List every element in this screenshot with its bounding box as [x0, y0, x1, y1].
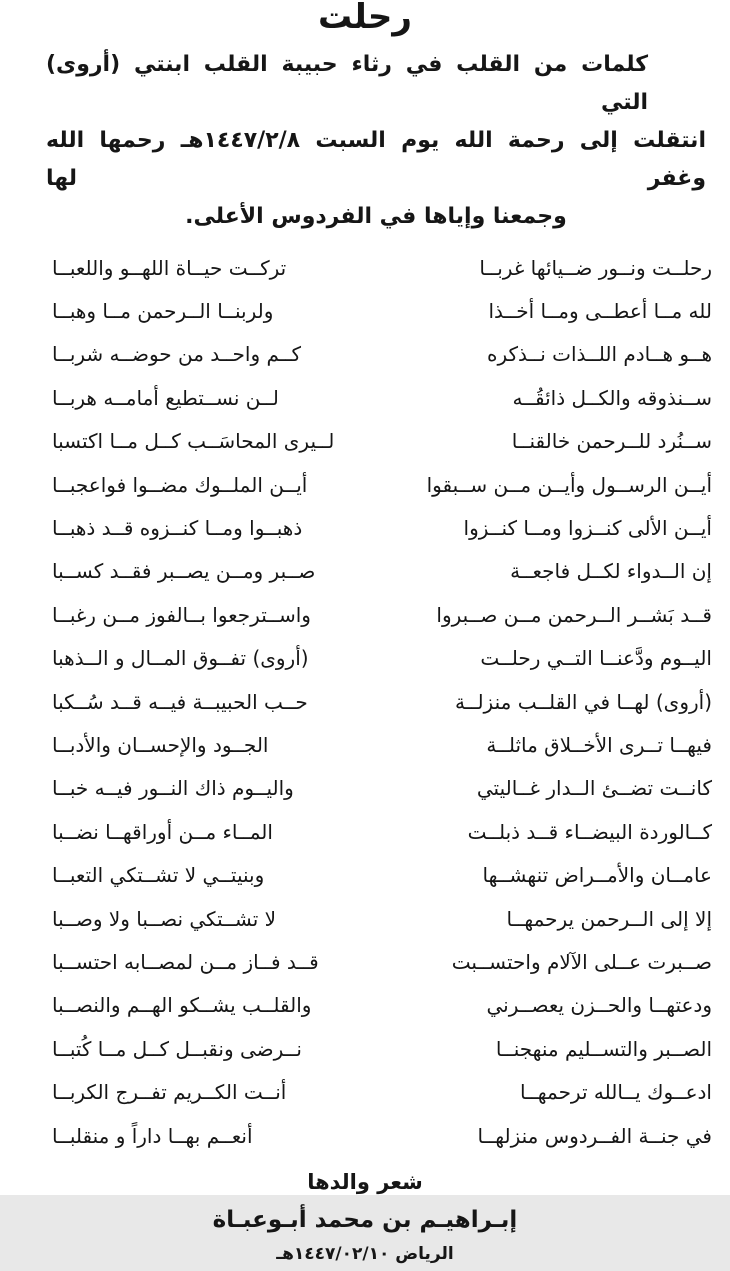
first-hemistich: كانــت تضــئ الــدار غــاليتي [476, 776, 712, 801]
first-hemistich: إن الــدواء لكــل فاجعــة [510, 559, 712, 584]
first-hemistich: الصــبر والتســليم منهجنــا [495, 1036, 712, 1061]
second-hemistich: أنــت الكــريم تفــرج الكربــا [52, 1080, 287, 1105]
verse-row [52, 767, 712, 810]
intro-paragraph [0, 38, 730, 236]
first-hemistich: أيــن الرســول وأيــن مــن ســبقوا [426, 472, 712, 497]
first-hemistich: ادعــوك يــالله ترحمهــا [519, 1080, 712, 1105]
first-hemistich: هــو هــادم اللــذات نــذكره [486, 342, 712, 367]
second-hemistich: حــب الحبيبــة فيــه قــد سُــكبا [52, 689, 308, 714]
verse-row [52, 810, 712, 853]
second-hemistich: الجــود والإحســان والأدبــا [52, 732, 269, 757]
first-hemistich: ســنُرد للــرحمن خالقنــا [511, 429, 712, 454]
first-hemistich: ودعتهــا والحــزن يعصــرني [486, 993, 712, 1018]
second-hemistich: كــم واحــد من حوضــه شربــا [52, 342, 302, 367]
first-hemistich: إلا إلى الــرحمن يرحمهــا [506, 906, 712, 931]
intro-line-1: كلمات من القلب في رثاء حبيبة القلب ابنتي (أروى) التي [46, 52, 648, 115]
verse-row [52, 1070, 712, 1113]
footer [0, 1167, 730, 1267]
first-hemistich: اليــوم ودَّعنــا التــي رحلــت [480, 646, 712, 671]
second-hemistich: لا تشــتكي نصــبا ولا وصــبا [52, 906, 277, 931]
second-hemistich: واليــوم ذاك النــور فيــه خبــا [52, 776, 294, 801]
second-hemistich: لــن نســتطيع أمامــه هربــا [52, 385, 279, 410]
verse-row [52, 723, 712, 766]
intro-line-2: انتقلت إلى رحمة الله يوم السبت ١٤٤٧/٢/٨هـ رحمها الله وغفر لها [46, 128, 706, 191]
second-hemistich: أيــن الملــوك مضــوا فواعجبــا [52, 472, 308, 497]
verse-row [52, 333, 712, 376]
verse-row [52, 550, 712, 593]
first-hemistich: قــد بَشــر الــرحمن مــن صــبروا [436, 602, 712, 627]
verse-row [52, 940, 712, 983]
first-hemistich: في جنــة الفــردوس منزلهــا [477, 1123, 712, 1148]
first-hemistich: ســنذوقه والكــل ذائقُــه [512, 385, 712, 410]
intro-line-3: وجمعنا وإياها في الفردوس الأعلى. [185, 204, 567, 229]
first-hemistich: عامــان والأمــراض تنهشــها [482, 863, 712, 888]
first-hemistich: فيهــا تــرى الأخــلاق ماثلــة [486, 732, 712, 757]
second-hemistich: والقلــب يشــكو الهــم والنصــبا [52, 993, 312, 1018]
verses [0, 236, 730, 1157]
verse-row [52, 897, 712, 940]
verse-row [52, 420, 712, 463]
verse-row [52, 680, 712, 723]
first-hemistich: رحلــت ونــور ضــيائها غربــا [479, 255, 712, 280]
verse-row [52, 506, 712, 549]
second-hemistich: لــيرى المحاسَــب كــل مــا اكتسبا [52, 429, 335, 454]
first-hemistich: لله مــا أعطــى ومــا أخــذا [488, 299, 712, 324]
first-hemistich: (أروى) لهــا في القلــب منزلــة [455, 689, 712, 714]
second-hemistich: صــبر ومــن يصــبر فقــد كســبا [52, 559, 316, 584]
verse-row [52, 853, 712, 896]
place-date: الرياض ١٤٤٧/٠٢/١٠هـ [276, 1244, 454, 1265]
page-title: رحلت [318, 0, 412, 37]
first-hemistich: أيــن الألى كنــزوا ومــا كنــزوا [463, 516, 712, 541]
second-hemistich: (أروى) تفــوق المــال و الــذهبا [52, 646, 309, 671]
second-hemistich: واســترجعوا بــالفوز مــن رغبــا [52, 602, 311, 627]
verse-row [52, 1114, 712, 1157]
second-hemistich: ذهبــوا ومــا كنــزوه قــد ذهبــا [52, 516, 303, 541]
second-hemistich: قــد فــاز مــن لمصــابه احتســبا [52, 949, 319, 974]
first-hemistich: كــالوردة البيضــاء قــد ذبلــت [467, 819, 712, 844]
second-hemistich: ولربنــا الــرحمن مــا وهبــا [52, 299, 274, 324]
second-hemistich: نــرضى ونقبــل كــل مــا كُتبــا [52, 1036, 302, 1061]
second-hemistich: المــاء مــن أوراقهــا نضــبا [52, 819, 273, 844]
verse-row [52, 463, 712, 506]
second-hemistich: أنعــم بهــا داراً و منقلبــا [52, 1123, 253, 1148]
verse-row [52, 593, 712, 636]
author-name: إبـراهيـم بن محمد أبـوعبـاة [212, 1207, 518, 1234]
attribution-line: شعر والدها [307, 1170, 423, 1195]
verse-row [52, 376, 712, 419]
second-hemistich: وبنيتــي لا تشــتكي التعبــا [52, 863, 265, 888]
second-hemistich: تركــت حيــاة اللهــو واللعبــا [52, 255, 287, 280]
verse-row [52, 1027, 712, 1070]
verse-row [52, 984, 712, 1027]
first-hemistich: صــبرت عــلى الآلام واحتســبت [451, 949, 712, 974]
verse-row [52, 289, 712, 332]
verse-row [52, 637, 712, 680]
verse-row [52, 246, 712, 289]
